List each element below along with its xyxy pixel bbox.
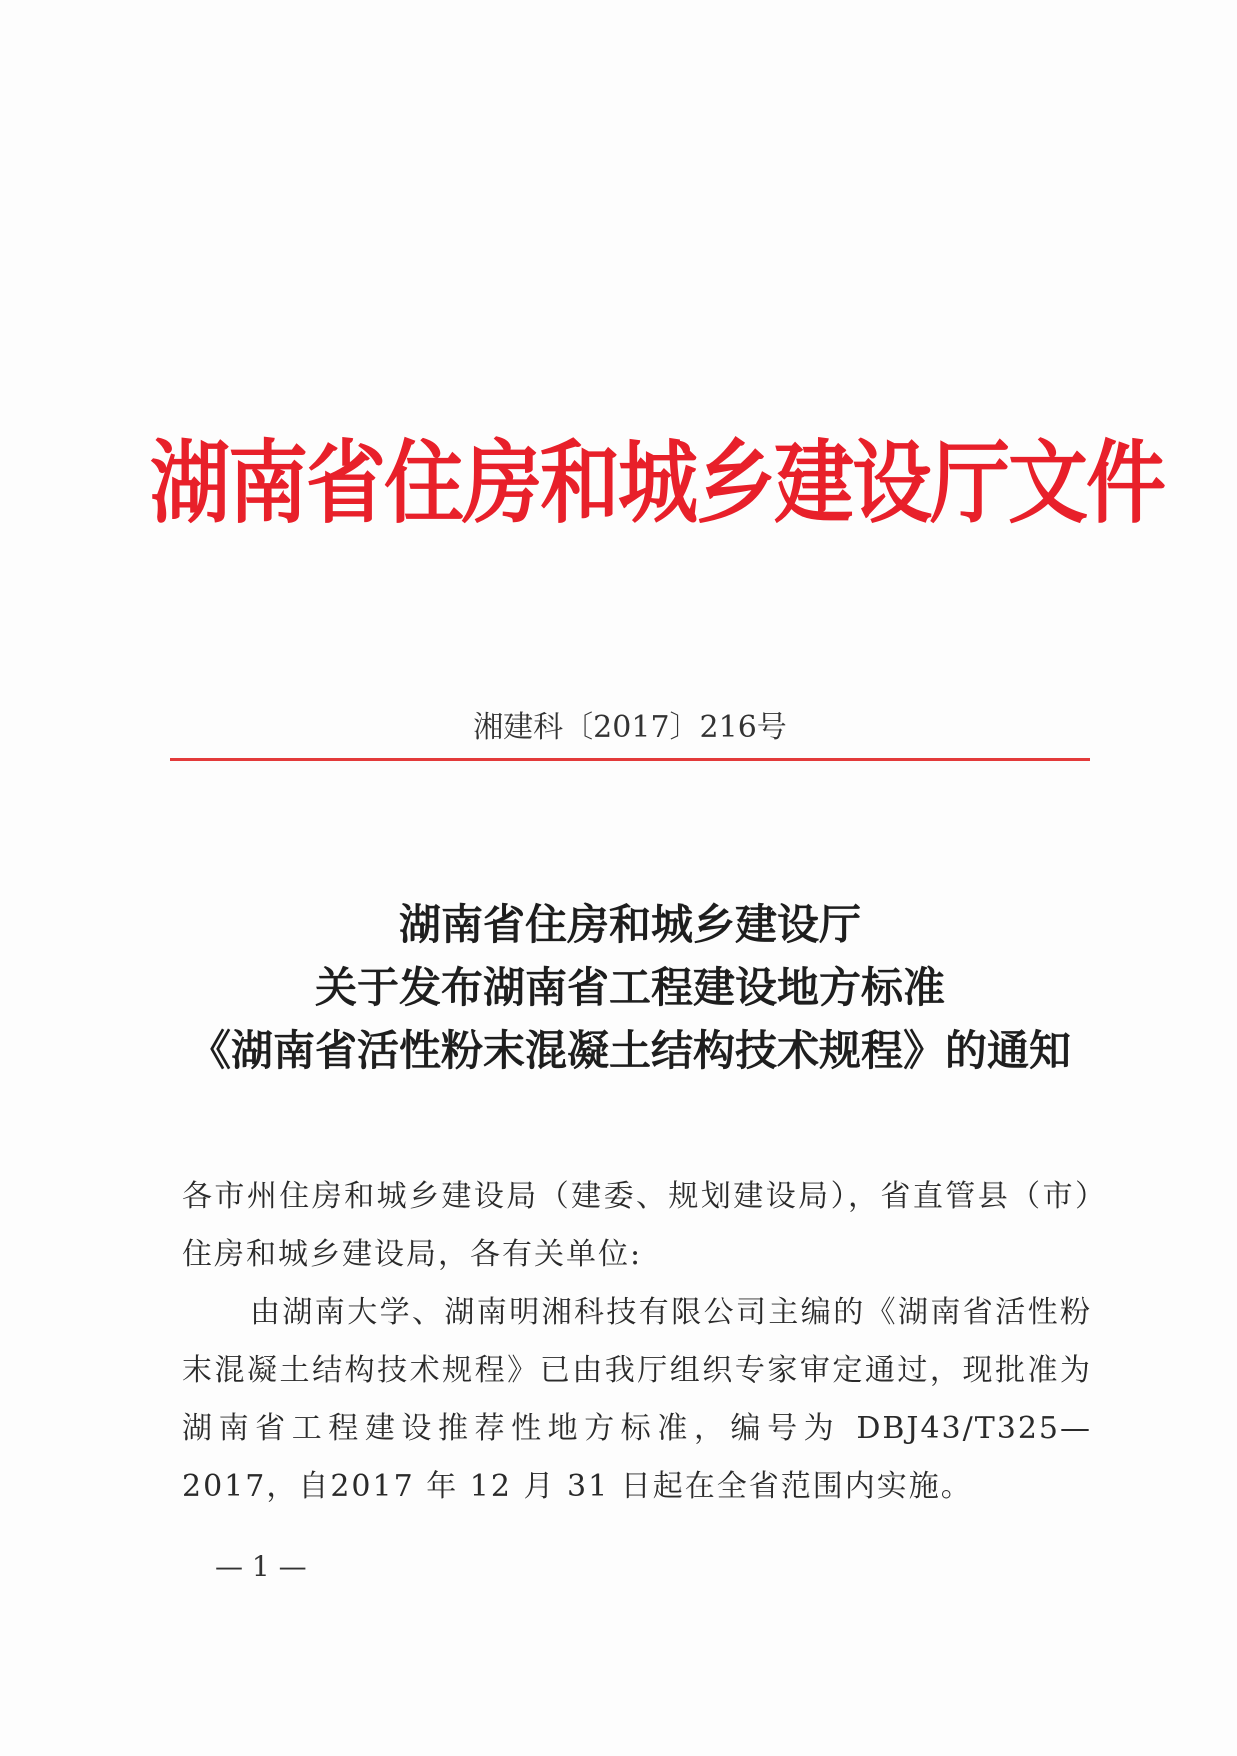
title-line-2: 关于发布湖南省工程建设地方标准 <box>314 963 945 1012</box>
red-divider-line <box>170 758 1090 761</box>
title-line-1: 湖南省住房和城乡建设厅 <box>398 900 861 949</box>
body-paragraph: 由湖南大学、湖南明湘科技有限公司主编的《湖南省活性粉末混凝土结构技术规程》已由我厅组织专家审定通过，现批准为湖南省工程建设推荐性地方标准，编号为 DBJ43/T325—2017，自2017 年 12 月 31 日起在全省范围内实施。 <box>182 1295 1092 1504</box>
notice-title <box>150 893 1110 1082</box>
salutation: 各市州住房和城乡建设局（建委、规划建设局），省直管县（市）住房和城乡建设局，各有关单位: <box>182 1179 1092 1272</box>
document-number: 湘建科〔2017〕216号 <box>473 710 787 745</box>
page-number: — 1 — <box>215 1550 307 1583</box>
title-line-3: 《湖南省活性粉末混凝土结构技术规程》的通知 <box>188 1026 1071 1075</box>
notice-body <box>182 1168 1092 1516</box>
letterhead-title: 湖南省住房和城乡建设厅文件 <box>150 430 1164 536</box>
